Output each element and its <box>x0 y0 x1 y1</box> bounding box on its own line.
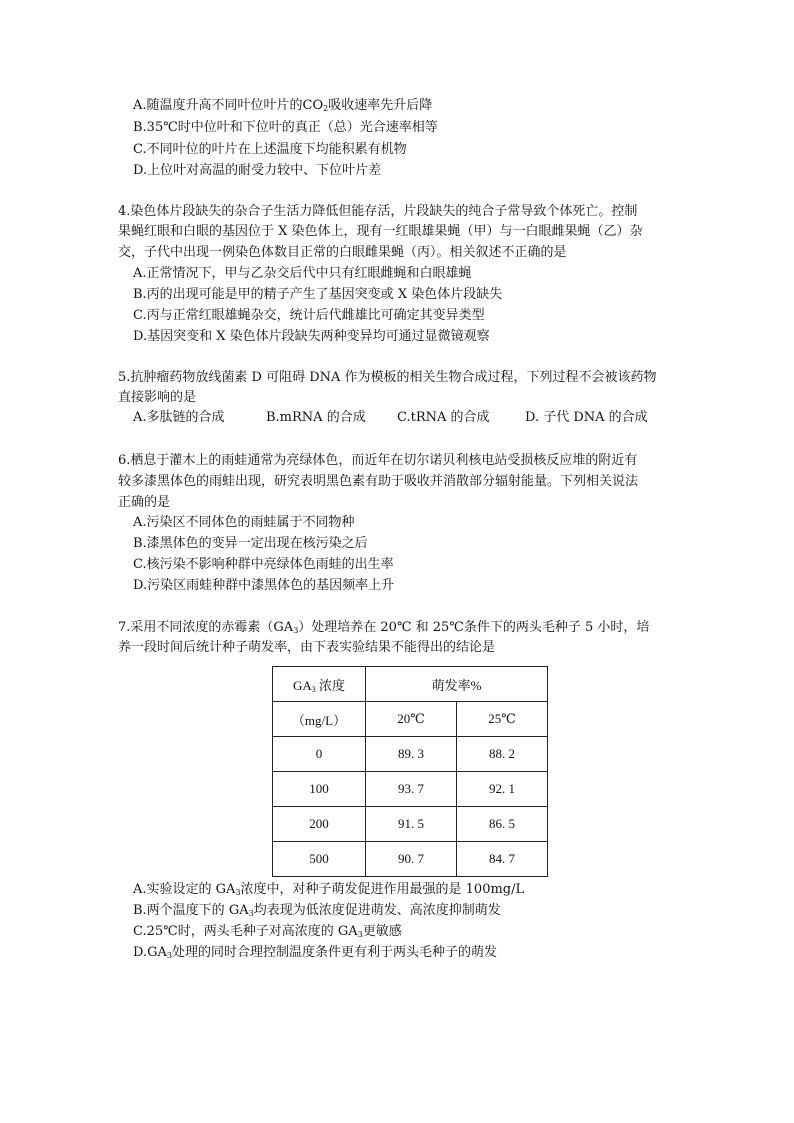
q7-option-c-text: C.25℃时，两头毛种子对高浓度的 GA <box>133 924 358 939</box>
q3-option-a-text: A.随温度升高不同叶位叶片的CO <box>133 98 324 113</box>
q5-option-c: C.tRNA 的合成 <box>397 410 490 425</box>
q5-stem-line-1: 5.抗肿瘤药物放线菌素 D 可阻碍 DNA 作为模板的相关生物合成过程，下列过程不会被该药物 <box>118 370 657 385</box>
q5-option-d: D. 子代 DNA 的合成 <box>525 410 648 425</box>
q4-stem-line-1: 4.染色体片段缺失的杂合子生活力降低但能存活，片段缺失的纯合子常导致个体死亡。控制 <box>118 204 638 219</box>
cell-rate-25: 92. 1 <box>457 772 548 807</box>
table-row <box>273 737 548 772</box>
q4-option-c: C.丙与正常红眼雄蝇杂交，统计后代雌雄比可确定其变异类型 <box>133 308 485 323</box>
q7-option-a-text: A.实验设定的 GA <box>133 882 236 897</box>
q7-option-b <box>133 901 501 924</box>
q5-option-b: B.mRNA 的合成 <box>266 410 366 425</box>
q4-option-d: D.基因突变和 X 染色体片段缺失两种变异均可通过显微镜观察 <box>133 329 490 344</box>
header-concentration-text: GA <box>292 677 312 693</box>
q7-option-d-text-end: 处理的同时合理控制温度条件更有利于两头毛种子的萌发 <box>171 945 497 960</box>
q4-option-a: A.正常情况下，甲与乙杂交后代中只有红眼雌蝇和白眼雄蝇 <box>133 266 472 281</box>
header-concentration <box>273 667 366 702</box>
q6-option-d: D.污染区雨蛙种群中漆黑体色的基因频率上升 <box>133 578 395 593</box>
header-germination-rate: 萌发率% <box>366 667 548 702</box>
cell-rate-25: 84. 7 <box>457 842 548 877</box>
q7-stem-text: 7.采用不同浓度的赤霉素（GA <box>118 620 294 635</box>
q5-options-row <box>133 408 673 428</box>
q7-option-c-subscript: 3 <box>357 930 363 939</box>
cell-concentration: 100 <box>273 772 366 807</box>
q7-option-b-text: B.两个温度下的 GA <box>133 903 249 918</box>
q3-option-a-subscript: 2 <box>323 104 329 113</box>
header-unit: （mg/L） <box>273 702 366 737</box>
header-concentration-text-end: 浓度 <box>315 677 346 693</box>
q6-option-b: B.漆黑体色的变异一定出现在核污染之后 <box>133 536 368 551</box>
q7-option-a-subscript: 3 <box>235 888 241 897</box>
q7-option-d <box>133 943 497 966</box>
cell-concentration: 0 <box>273 737 366 772</box>
q5-stem-line-2: 直接影响的是 <box>118 390 197 405</box>
q7-option-c <box>133 922 402 945</box>
q6-option-a: A.污染区不同体色的雨蛙属于不同物种 <box>133 515 355 530</box>
q7-stem-text-end: ）处理培养在 20℃ 和 25℃条件下的两头毛种子 5 小时，培 <box>298 620 650 635</box>
header-temp-25: 25℃ <box>457 702 548 737</box>
q3-option-a <box>133 96 432 119</box>
q7-option-b-text-end: 均表现为低浓度促进萌发、高浓度抑制萌发 <box>253 903 501 918</box>
q6-stem-line-2: 较多漆黑体色的雨蛙出现，研究表明黑色素有助于吸收并消散部分辐射能量。下列相关说法 <box>118 474 639 489</box>
q7-stem-line-2: 养一段时间后统计种子萌发率，由下表实验结果不能得出的结论是 <box>118 640 496 655</box>
q3-option-c: C.不同叶位的叶片在上述温度下均能积累有机物 <box>133 142 407 157</box>
table-row <box>273 807 548 842</box>
q7-option-a-text-end: 浓度中，对种子萌发促进作用最强的是 100mg/L <box>240 882 525 897</box>
cell-rate-20: 91. 5 <box>366 807 457 842</box>
cell-rate-20: 93. 7 <box>366 772 457 807</box>
header-concentration-subscript: 3 <box>311 684 316 694</box>
q7-option-b-subscript: 3 <box>248 909 254 918</box>
q7-option-c-text-end: 更敏感 <box>362 924 402 939</box>
q7-option-d-subscript: 3 <box>166 951 172 960</box>
q7-option-d-text: D.GA <box>133 945 167 960</box>
cell-rate-25: 88. 2 <box>457 737 548 772</box>
cell-rate-20: 89. 3 <box>366 737 457 772</box>
q5-option-a: A.多肽链的合成 <box>133 410 225 425</box>
cell-concentration: 500 <box>273 842 366 877</box>
q4-option-b: B.丙的出现可能是甲的精子产生了基因突变或 X 染色体片段缺失 <box>133 287 503 302</box>
table-row <box>273 842 548 877</box>
cell-concentration: 200 <box>273 807 366 842</box>
q7-option-a <box>133 880 524 903</box>
q6-stem-line-1: 6.栖息于灌木上的雨蛙通常为亮绿体色，而近年在切尔诺贝利核电站受损核反应堆的附近有 <box>118 453 638 468</box>
q3-option-d: D.上位叶对高温的耐受力较中、下位叶片差 <box>133 163 382 178</box>
cell-rate-20: 90. 7 <box>366 842 457 877</box>
germination-rate-table <box>272 666 548 877</box>
header-temp-20: 20℃ <box>366 702 457 737</box>
table-row <box>273 772 548 807</box>
q3-option-a-text-end: 吸收速率先升后降 <box>328 98 433 113</box>
q6-stem-line-3: 正确的是 <box>118 495 171 510</box>
q6-option-c: C.核污染不影响种群中亮绿体色雨蛙的出生率 <box>133 557 394 572</box>
q4-stem-line-3: 交，子代中出现一例染色体数目正常的白眼雌果蝇（丙）。相关叙述不正确的是 <box>118 245 567 260</box>
q7-stem-subscript: 3 <box>293 626 299 635</box>
cell-rate-25: 86. 5 <box>457 807 548 842</box>
q3-option-b: B.35℃时中位叶和下位叶的真正（总）光合速率相等 <box>133 120 438 135</box>
q4-stem-line-2: 果蝇红眼和白眼的基因位于 X 染色体上，现有一红眼雄果蝇（甲）与一白眼雌果蝇（乙）杂 <box>118 224 643 239</box>
